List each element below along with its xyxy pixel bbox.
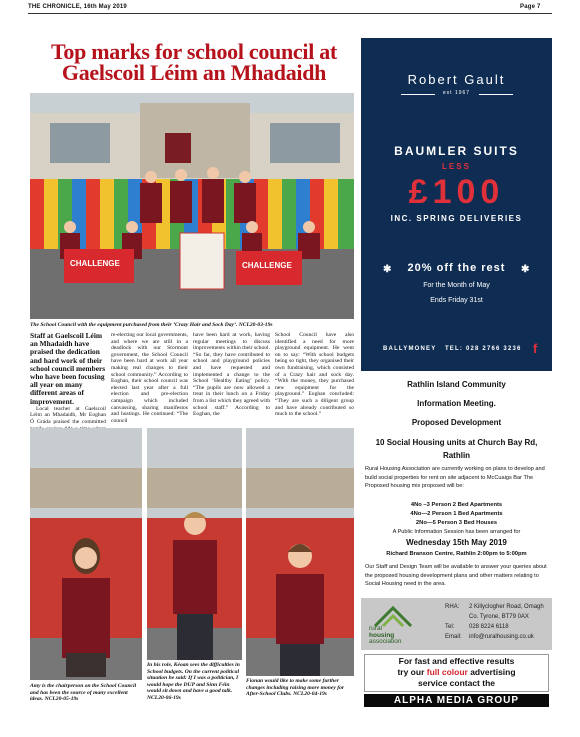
- article-column-1: [30, 332, 106, 439]
- headline-line-1: Top marks for school council at: [51, 39, 337, 64]
- advert-offer: 20% off the rest: [407, 262, 506, 274]
- rha-labels: [445, 602, 462, 642]
- notice-venue: Richard Branson Centre, Rathlin 2:00pm to 5:00pm: [386, 551, 527, 557]
- main-photo-caption: The School Council with the equipment purchased from their ‘Crazy Hair and Sock Day’. NCL20-03-19s: [30, 322, 273, 328]
- notice-session: A Public Information Session has been arranged for: [392, 529, 521, 535]
- advert-deliveries: INC. SPRING DELIVERIES: [390, 214, 523, 223]
- alpha-media-advert: [361, 654, 552, 708]
- notice-date: Wednesday 15th May 2019: [406, 538, 507, 547]
- page-number: Page 7: [520, 4, 541, 10]
- rha-address-1: 2 Killyclogher Road, Omagh: [469, 604, 544, 610]
- rha-values: [469, 602, 544, 642]
- notice-mix-1: 4No –3 Person 2 Bed Apartments: [410, 502, 503, 508]
- rha-logo-word-1: rural: [369, 625, 383, 632]
- star-icon-left: ✱: [383, 264, 392, 275]
- photo-fionan: [246, 428, 354, 676]
- caption-keoan: In his role, Kéoan sees the difficulties in School budgets. On the current political situation he said: If I was a politician, I would hope the DUP and Sinn Féin would sit down and have a good talk. NCL20-06-19s: [147, 662, 240, 701]
- alpha-line-2b: full colour: [426, 667, 468, 677]
- photo-keoan: [147, 428, 242, 660]
- alpha-line-2: [365, 667, 548, 678]
- brand-rule-right: [479, 94, 513, 95]
- notice-mix-2: 4No—2 Person 1 Bed Apartments: [410, 511, 503, 517]
- rha-logo-text: [369, 626, 402, 646]
- headline-line-2: Gaelscoil Léim an Mhadaidh: [61, 60, 327, 85]
- masthead-rule: [28, 13, 552, 14]
- star-icon-right: ✱: [521, 264, 530, 275]
- masthead-date: THE CHRONICLE, 16th May 2019: [28, 4, 127, 10]
- rha-tel: 028 8224 6118: [469, 624, 509, 630]
- notice-title-3: Proposed Development: [411, 418, 502, 427]
- rha-address-2: Co. Tyrone, BT79 0AX: [469, 614, 529, 620]
- photo-amy: [30, 428, 142, 680]
- article-column-3: have been hard at work, having regular meetings to discuss improvements within their school. “So far, they have contributed to school and playground policies and have requested and implemented a change to the School ‘Healthy Eating’ policy. “The pupils are now allowed a treat in their lunch on a Friday from a list which they agreed with school staff.” According to Eoghan, the: [193, 332, 270, 418]
- notice-headline: 10 Social Housing units at Church Bay Rd, Rathlin: [375, 438, 538, 460]
- notice-para-1: Rural Housing Association are currently working on plans to develop and build social properties for rent on site adjacent to McCuaigs Bar The Proposed housing mix proposed will be:: [365, 466, 545, 490]
- article-column-2: re-electing our local governments, and where we are still in a deadlock with our Stormont government, the School Council have been hard at work all year making real changes to their school community.” According to Eoghan, their school council was elected last year after a full election and pre-election campaign which included canvassing, sharing manifestos and hustings. He continued: “The council: [111, 332, 188, 424]
- alpha-line-2a: try our: [397, 667, 427, 677]
- notice-title-2: Information Meeting.: [417, 399, 496, 408]
- advert-brand: Robert Gault: [407, 72, 506, 87]
- alpha-line-1: For fast and effective results: [398, 656, 515, 666]
- alpha-message-box: [364, 654, 549, 692]
- advert-price: £100: [408, 173, 505, 211]
- article-col1-body: Local teacher at Gaelscoil Léim an Mhadaidh, Mr Eoghan Ó Gráda praised the committed: [30, 405, 106, 426]
- rha-logo-word-2: housing: [369, 631, 395, 639]
- rha-email[interactable]: info@ruralhousing.co.uk: [469, 634, 534, 640]
- article-lead: Staff at Gaelscoil Léim an Mhadaidh have praised the dedication and hard work of their school council members who have been focusing all year on many different areas of improvement.: [30, 331, 106, 406]
- alpha-group-banner: ALPHA MEDIA GROUP: [364, 694, 549, 707]
- advert-est: est 1967: [442, 90, 471, 96]
- tel-label: Tel:: [445, 624, 455, 630]
- robert-gault-advert: [361, 38, 552, 371]
- advert-month: For the Month of May: [423, 282, 490, 289]
- notice-mix-3: 2No—5 Person 3 Bed Houses: [415, 520, 498, 526]
- notice-title-1: Rathlin Island Community: [407, 380, 506, 389]
- rha-contact-block: [361, 598, 552, 650]
- article-headline: [28, 41, 360, 83]
- facebook-icon: f: [533, 341, 538, 356]
- caption-fionan: Fionan would like to make some further changes including raising more money for After-School Clubs. NCL20-04-19s: [246, 678, 345, 698]
- advert-suits: BAUMLER SUITS: [394, 144, 519, 158]
- alpha-line-3: service contact the: [417, 678, 495, 688]
- advert-ends: Ends Friday 31st: [430, 297, 483, 304]
- alpha-line-2c: advertising: [467, 667, 516, 677]
- main-photo: [30, 93, 354, 319]
- notice-para-2: Our Staff and Design Team will be available to answer your queries about the proposed housing development plans and other matters relating to Social Housing need in the area.: [365, 564, 547, 588]
- article-column-4: School Council have also identified a need for more playground equipment. He went on to say: “With school budgets being so tight, they organised their own fundraising, which consisted of a Crazy hair and sock day. “With the money, they purchased new equipment for the playground.” Eoghan concluded: “They are such a diligent group and have already contributed so much to the school.”: [275, 332, 354, 418]
- email-label: Email:: [445, 634, 462, 640]
- challenge-label-2: CHALLENGE: [242, 261, 292, 270]
- rha-label: RHA:: [445, 604, 460, 610]
- caption-amy: Amy is the chairperson on the School Council and has been the source of many excellent ideas. NCL20-05-19s: [30, 683, 137, 703]
- rha-logo-word-3: association: [369, 638, 402, 645]
- advert-less: LESS: [442, 162, 471, 171]
- challenge-label-1: CHALLENGE: [70, 259, 120, 268]
- advert-contact: BALLYMONEY TEL: 028 2766 3236: [383, 346, 522, 352]
